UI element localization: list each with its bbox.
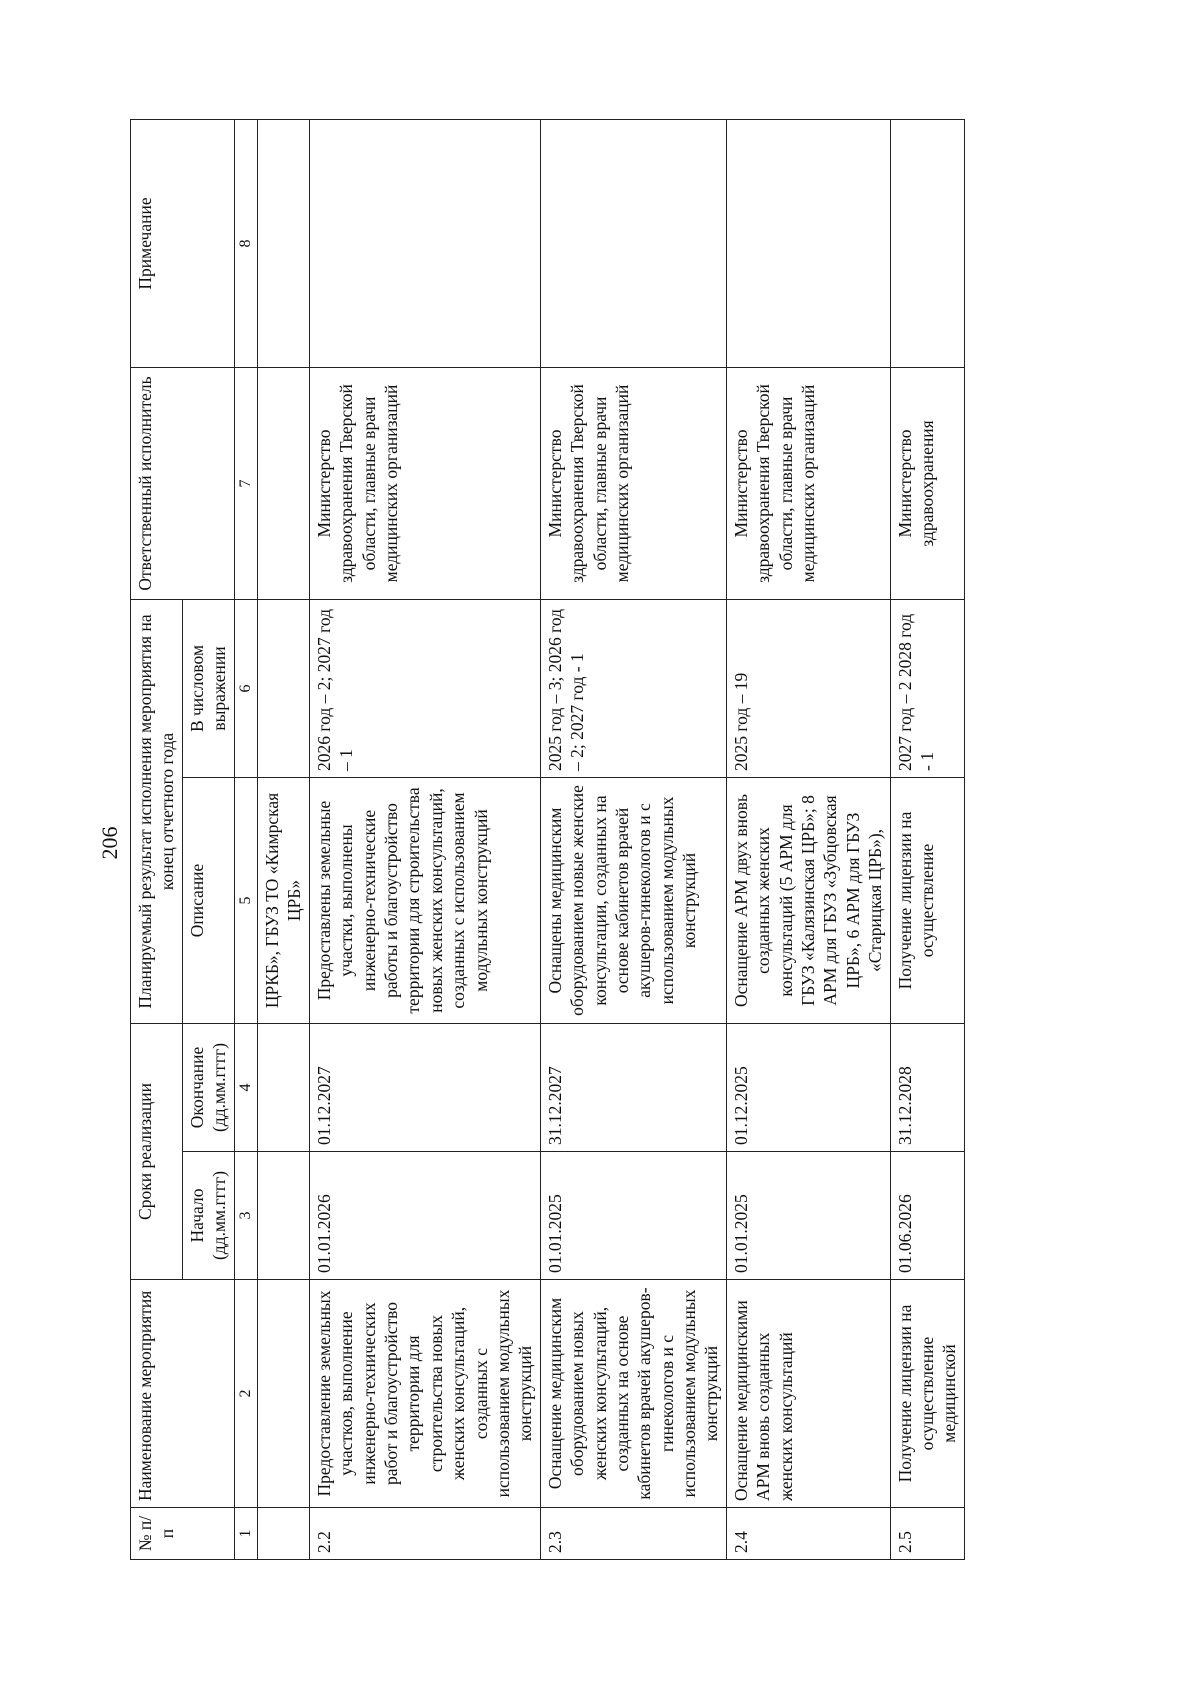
continuation-row — [258, 119, 310, 1559]
table-row — [726, 119, 890, 1559]
cell-note — [258, 119, 310, 367]
cell-numeric: 2026 год – 2; 2027 год – 1 — [309, 599, 540, 777]
header-planned: Планируемый результат исполнения мероприятия на конец отчетного года — [131, 599, 183, 1023]
cell-start: 01.06.2026 — [890, 1152, 964, 1280]
column-number: 6 — [234, 599, 257, 777]
header-terms: Сроки реализации — [131, 1023, 183, 1279]
column-number: 1 — [234, 1508, 257, 1560]
cell-note — [540, 119, 726, 367]
cell-no: 2.4 — [726, 1508, 890, 1560]
table-row — [309, 119, 540, 1559]
header-start: Начало (дд.мм.гггг) — [182, 1152, 234, 1280]
cell-note — [309, 119, 540, 367]
cell-description: Предоставлены земельные участки, выполнены инженерно-технические работы и благоустройство территории для строительства новых женских консультаций, созданных с использованием модульных конструкций — [309, 777, 540, 1023]
header-no: № п/п — [131, 1508, 235, 1560]
cell-end: 31.12.2027 — [540, 1023, 726, 1151]
cell-description: Получение лицензии на осуществление — [890, 777, 964, 1023]
cell-start: 01.01.2025 — [540, 1152, 726, 1280]
header-note: Примечание — [131, 119, 235, 367]
cell-name: Оснащение медицинским оборудованием новых женских консультаций, созданных на основе кабинетов врачей акушеров-гинекологов и с использованием модульных конструкций — [540, 1280, 726, 1508]
cell-numeric: 2025 год – 3; 2026 год – 2; 2027 год - 1 — [540, 599, 726, 777]
header-row-1 — [131, 119, 183, 1559]
cell-start: 01.01.2026 — [309, 1152, 540, 1280]
cell-end: 01.12.2025 — [726, 1023, 890, 1151]
cell-numeric — [258, 599, 310, 777]
cell-numeric: 2025 год – 19 — [726, 599, 890, 777]
cell-name — [258, 1280, 310, 1508]
cell-start: 01.01.2025 — [726, 1152, 890, 1280]
cell-end: 01.12.2027 — [309, 1023, 540, 1151]
cell-end — [258, 1023, 310, 1151]
cell-numeric: 2027 год – 2 2028 год - 1 — [890, 599, 964, 777]
cell-note — [890, 119, 964, 367]
column-number: 5 — [234, 777, 257, 1023]
header-numeric: В числовом выражении — [182, 599, 234, 777]
column-number: 8 — [234, 119, 257, 367]
table-row — [540, 119, 726, 1559]
table-row — [890, 119, 964, 1559]
header-end: Окончание (дд.мм.гггг) — [182, 1023, 234, 1151]
cell-no: 2.2 — [309, 1508, 540, 1560]
cell-no: 2.5 — [890, 1508, 964, 1560]
rotated-table-wrapper — [130, 120, 1030, 1560]
cell-responsible: Министерство здравоохранения — [890, 367, 964, 599]
cell-start — [258, 1152, 310, 1280]
column-number: 4 — [234, 1023, 257, 1151]
header-responsible: Ответственный исполнитель — [131, 367, 235, 599]
cell-name: Получение лицензии на осуществление медицинской — [890, 1280, 964, 1508]
cell-name: Оснащение медицинскими АРМ вновь созданных женских консультаций — [726, 1280, 890, 1508]
cell-end: 31.12.2028 — [890, 1023, 964, 1151]
column-number-row — [234, 119, 257, 1559]
cell-name: Предоставление земельных участков, выполнение инженерно-технических работ и благоустройство территории для строительства новых женских консультаций, созданных с использованием модульных конструкций — [309, 1280, 540, 1508]
header-name: Наименование мероприятия — [131, 1280, 235, 1508]
events-table — [130, 119, 965, 1560]
cell-responsible: Министерство здравоохранения Тверской области, главные врачи медицинских организаций — [540, 367, 726, 599]
cell-description: Оснащены медицинским оборудованием новые женские консультации, созданных на основе кабинетов врачей акушеров-гинекологов и с использованием модульных конструкций — [540, 777, 726, 1023]
cell-description: Оснащение АРМ двух вновь созданных женских консультаций (5 АРМ для ГБУЗ «Калязинская ЦРБ»; 8 АРМ для ГБУЗ «Зубцовская ЦРБ», 6 АРМ для ГБУЗ «Старицкая ЦРБ»), — [726, 777, 890, 1023]
cell-no — [258, 1508, 310, 1560]
cell-responsible: Министерство здравоохранения Тверской области, главные врачи медицинских организаций — [726, 367, 890, 599]
cell-responsible: Министерство здравоохранения Тверской области, главные врачи медицинских организаций — [309, 367, 540, 599]
cell-note — [726, 119, 890, 367]
column-number: 3 — [234, 1152, 257, 1280]
column-number: 2 — [234, 1280, 257, 1508]
cell-responsible — [258, 367, 310, 599]
cell-description: ЦРКБ», ГБУЗ ТО «Кимрская ЦРБ» — [258, 777, 310, 1023]
column-number: 7 — [234, 367, 257, 599]
cell-no: 2.3 — [540, 1508, 726, 1560]
page-number: 206 — [97, 826, 122, 860]
header-description: Описание — [182, 777, 234, 1023]
